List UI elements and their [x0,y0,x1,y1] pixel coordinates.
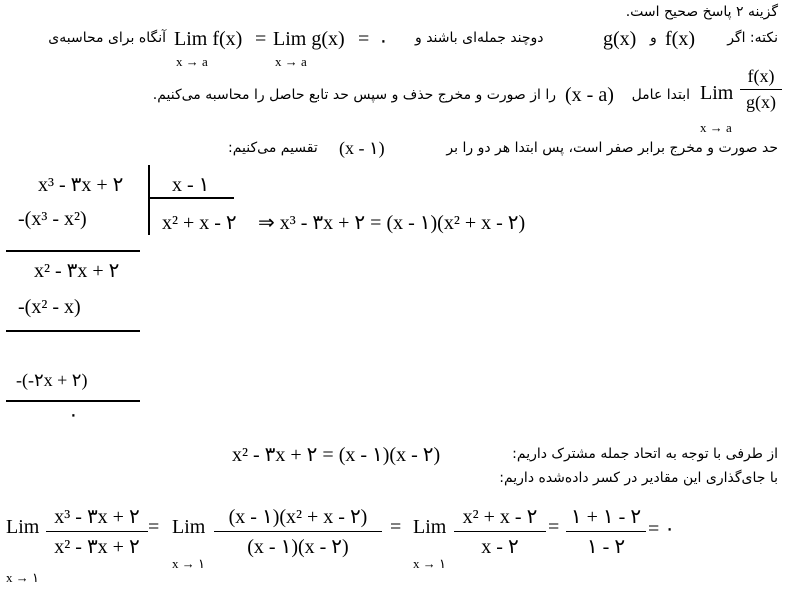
final-eq-1: = [148,516,160,538]
note-zero: ۰ [378,30,389,52]
note-under-2: x → a [700,120,732,135]
note-mid: دوچند جمله‌ای باشند و [415,30,544,46]
div-divisor-bar [148,197,234,199]
div-rule-2 [6,330,140,332]
note-fx: f(x) [665,28,695,50]
final-frac-3: x² + x - ۲ x - ۲ [454,504,546,559]
note-suffix: آنگاه برای محاسبه‌ی [48,30,166,46]
div-quotient: x² + x - ۲ [162,212,237,234]
divide-prefix: حد صورت و مخرج برابر صفر است، پس ابتدا هر دو را بر [446,140,778,156]
final-frac-1: x³ - ۳x + ۲ x² - ۳x + ۲ [46,504,148,559]
note-lim-g: Lim g(x) [273,28,345,50]
answer-line: گزینه ۲ پاسخ صحیح است. [625,4,778,20]
final-frac-2: (x - ۱)(x² + x - ۲) (x - ۱)(x - ۲) [214,504,382,559]
div-rem1: x² - ۳x + ۲ [34,260,120,282]
note-lim-f: Lim f(x) [174,28,243,50]
final-frac-4: ۱ + ۱ - ۲ ۱ - ۲ [566,504,646,559]
note-under-g: x → a [275,54,307,69]
denom-prefix: از طرفی با توجه به اتحاد جمله مشترک داریم: [512,446,778,462]
note-lim-2: Lim [700,82,734,104]
div-sub2: -(x² - x) [18,296,81,318]
substitute-line: با جای‌گذاری این مقادیر در کسر داده‌شده داریم: [499,470,778,486]
note-l2-suffix: را از صورت و مخرج حذف و سپس حد تابع حاصل را محاسبه می‌کنیم. [152,87,556,103]
div-sub1: -(x³ - x²) [18,208,87,230]
final-under-2: x → ۱ [172,556,205,571]
note-and: و [650,30,657,46]
final-under-1: x → ۱ [6,570,39,585]
div-vertical-bar [148,165,150,235]
divide-factor: (x - ۱) [339,138,385,158]
note-factor: (x - a) [565,84,614,106]
final-under-3: x → ۱ [413,556,446,571]
div-rule-1 [6,250,140,252]
div-dividend: x³ - ۳x + ۲ [38,174,124,196]
note-eq-2: = [358,28,370,50]
final-lim-3: Lim [413,516,447,538]
denom-expr: x² - ۳x + ۲ = (x - ۱)(x - ۲) [232,444,441,466]
note-gx: g(x) [603,28,637,50]
note-under-f: x → a [176,54,208,69]
note-eq-1: = [255,28,267,50]
note-frac: f(x) g(x) [740,66,782,113]
note-prefix: نکته: اگر [727,30,778,46]
div-sub3: -(-۲x + ۲) [16,370,88,390]
div-divisor: x - ۱ [172,174,210,196]
div-identity: ⇒ x³ - ۳x + ۲ = (x - ۱)(x² + x - ۲) [258,212,526,234]
final-eq-3: = [548,516,560,538]
divide-suffix: تقسیم می‌کنیم: [228,140,318,156]
final-lim-1: Lim [6,516,40,538]
final-lim-2: Lim [172,516,206,538]
note-l2-prefix: ابتدا عامل [631,87,690,103]
final-eq-2: = [390,516,402,538]
div-remainder: ۰ [68,404,79,426]
final-result: = ۰ [648,518,676,540]
